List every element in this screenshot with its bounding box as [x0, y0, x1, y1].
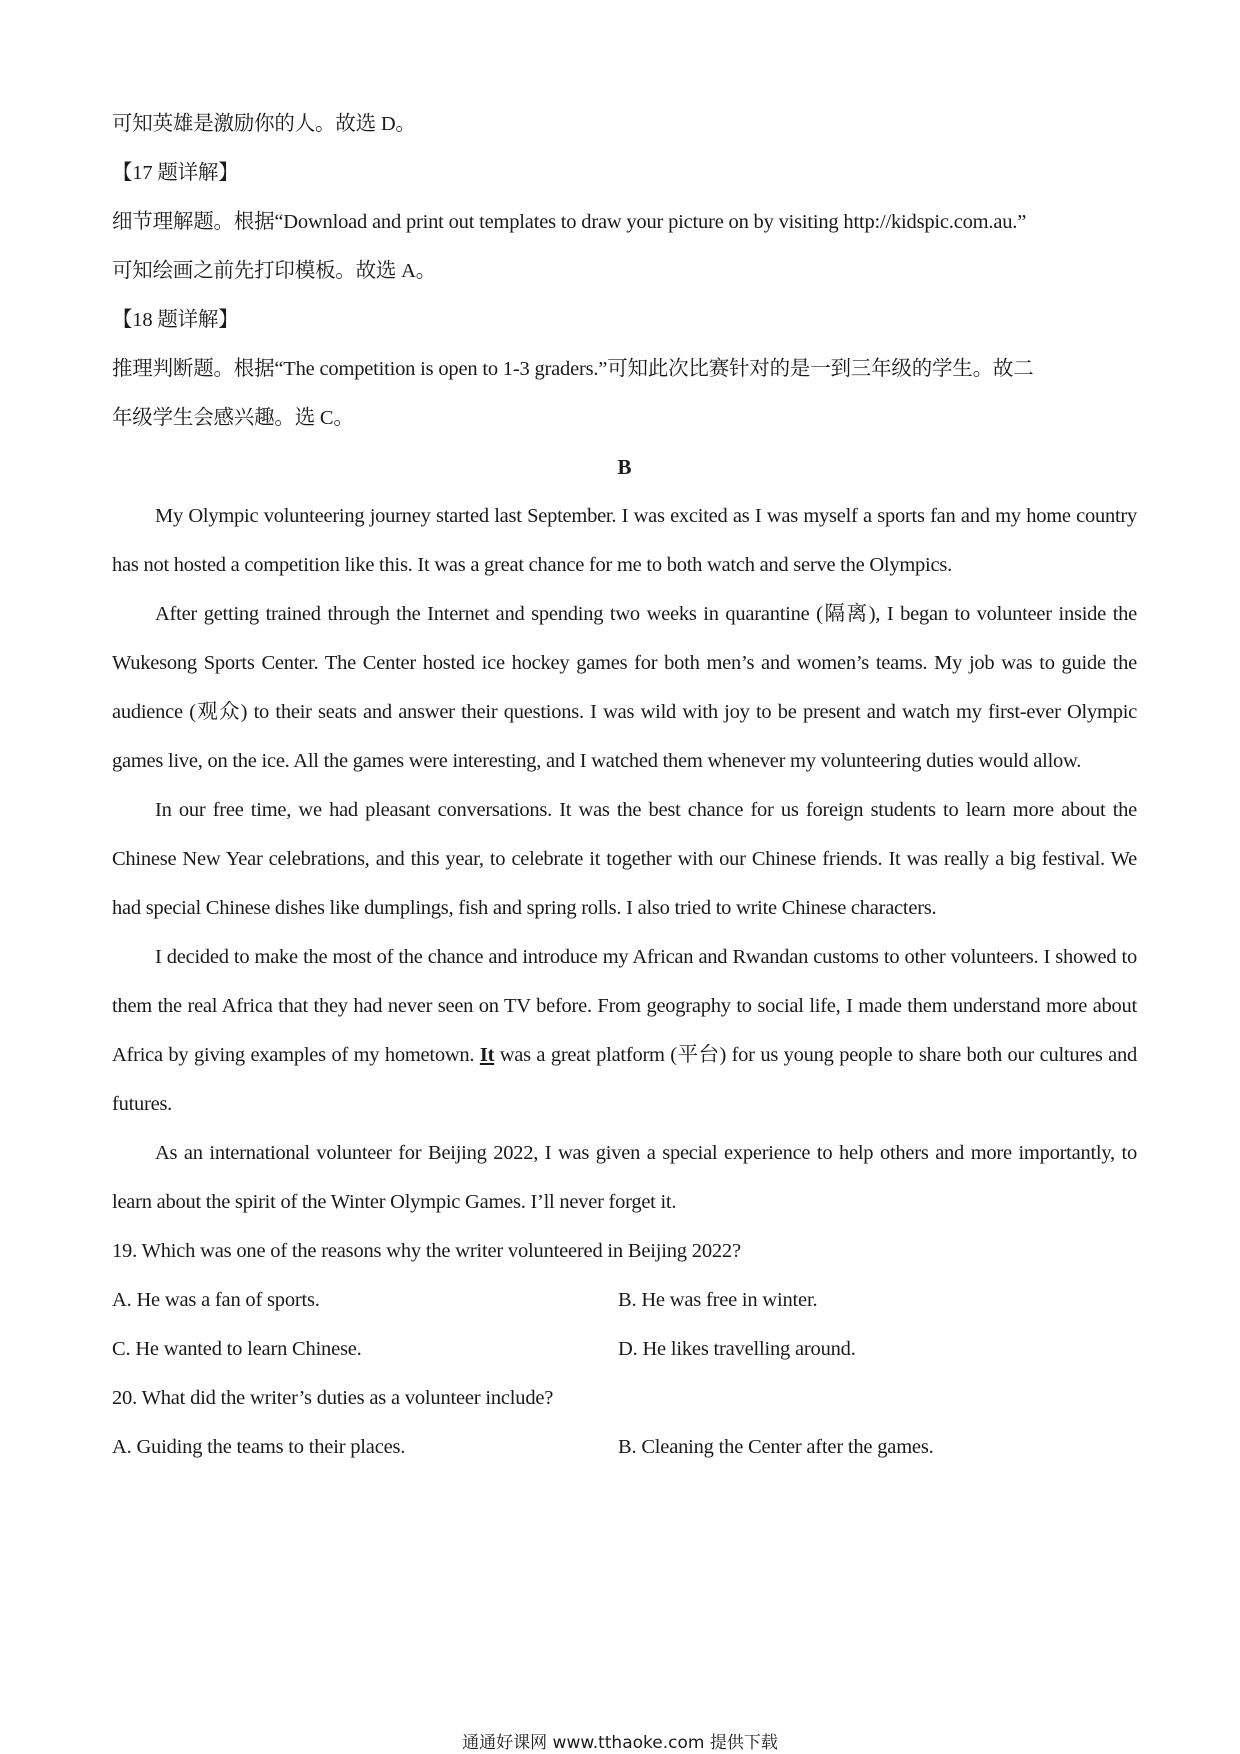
question-19-option-a: A. He was a fan of sports.	[112, 1289, 320, 1311]
paragraph-4-text-before: I decided to make the most of the chance and introduce my African and Rwandan customs to other volunteers. I showed to them the real Africa that they had never seen on TV before. From geography to social life, I made them understand more about Africa by giving examples of my hometown.	[112, 946, 1137, 1066]
question-19-option-b: B. He was free in winter.	[618, 1289, 818, 1311]
q17-explanation-line-2: 可知绘画之前先打印模板。故选 A。	[112, 260, 437, 282]
question-19-stem: 19. Which was one of the reasons why the writer volunteered in Beijing 2022?	[112, 1240, 741, 1262]
q18-heading: 【18 题详解】	[112, 309, 239, 331]
document-page	[112, 100, 1137, 1472]
passage-paragraph-5: As an international volunteer for Beijing 2022, I was given a special experience to help others and more importantly, to learn about the spirit of the Winter Olympic Games. I’ll never forget it.	[112, 1142, 1137, 1213]
question-20-option-b: B. Cleaning the Center after the games.	[618, 1436, 934, 1458]
section-title: B	[617, 455, 632, 479]
paragraph-4-text-after: was a great platform (平台) for us young people to share both our cultures and futures.	[112, 1044, 1137, 1115]
page-footer: 通通好课网 www.tthaoke.com 提供下载	[462, 1733, 778, 1753]
passage-paragraph-4	[112, 933, 1137, 1129]
prev-answer-line: 可知英雄是激励你的人。故选 D。	[112, 113, 416, 135]
passage-paragraph-2: After getting trained through the Internet and spending two weeks in quarantine (隔离), I began to volunteer inside the Wukesong Sports Center. The Center hosted ice hockey games for both men’s and women’s teams. My job was to guide the audience (观众) to their seats and answer their questions. I was wild with joy to be present and watch my first-ever Olympic games live, on the ice. All the games were interesting, and I watched them whenever my volunteering duties would allow.	[112, 603, 1137, 772]
question-19-option-c: C. He wanted to learn Chinese.	[112, 1338, 362, 1360]
q18-explanation-line-2: 年级学生会感兴趣。选 C。	[112, 407, 354, 429]
question-19-options-row-2	[112, 1325, 1137, 1374]
question-19-option-d: D. He likes travelling around.	[618, 1338, 856, 1360]
passage-paragraph-1: My Olympic volunteering journey started last September. I was excited as I was myself a sports fan and my home country has not hosted a competition like this. It was a great chance for me to both watch and serve the Olympics.	[112, 505, 1137, 576]
q17-explanation-line-1: 细节理解题。根据“Download and print out templates to draw your picture on by visiting http://kidspic.com.au.”	[112, 211, 1027, 233]
question-20-option-a: A. Guiding the teams to their places.	[112, 1436, 406, 1458]
q17-heading: 【17 题详解】	[112, 162, 239, 184]
question-20-options-row-1	[112, 1423, 1137, 1472]
question-20-stem: 20. What did the writer’s duties as a volunteer include?	[112, 1387, 554, 1409]
q18-explanation-line-1: 推理判断题。根据“The competition is open to 1-3 graders.”可知此次比赛针对的是一到三年级的学生。故二	[112, 358, 1034, 380]
passage-paragraph-3: In our free time, we had pleasant conversations. It was the best chance for us foreign students to learn more about the Chinese New Year celebrations, and this year, to celebrate it together with our Chinese friends. It was really a big festival. We had special Chinese dishes like dumplings, fish and spring rolls. I also tried to write Chinese characters.	[112, 799, 1137, 919]
underlined-word: It	[479, 1044, 495, 1066]
question-19-options-row-1	[112, 1276, 1137, 1325]
